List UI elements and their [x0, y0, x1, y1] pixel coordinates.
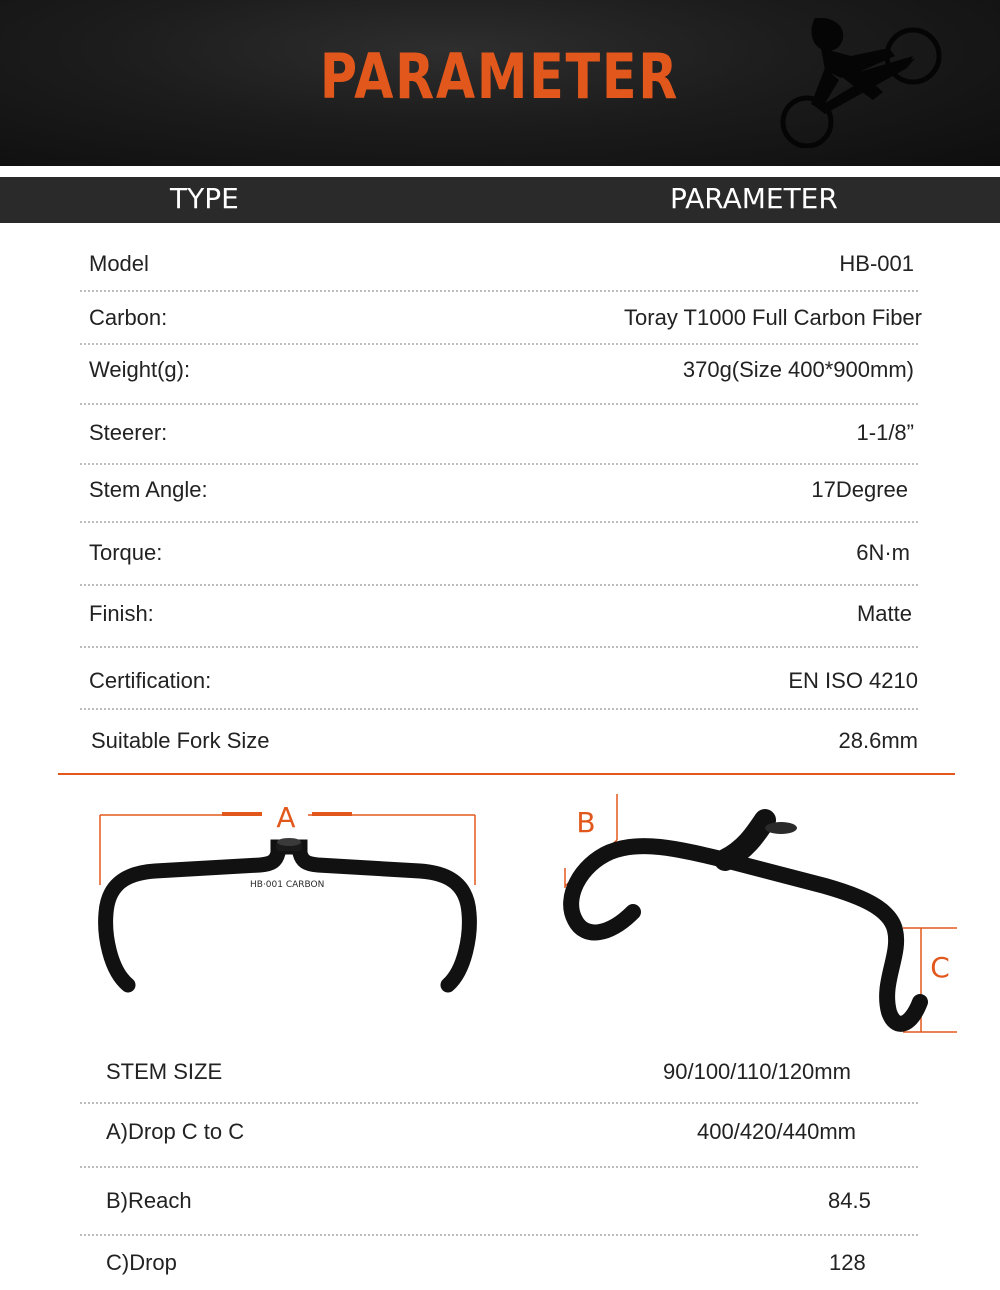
table-header — [0, 177, 1000, 223]
size-key: C)Drop — [106, 1250, 177, 1275]
size-value: 84.5 — [828, 1188, 871, 1213]
section-divider — [58, 773, 955, 775]
spec-row-fork-size — [80, 708, 918, 768]
size-key: STEM SIZE — [106, 1059, 223, 1084]
spec-value: Toray T1000 Full Carbon Fiber — [624, 305, 922, 330]
spec-key: Certification: — [89, 668, 212, 693]
size-row-drop — [80, 1234, 918, 1288]
spec-row-stem-angle — [80, 463, 918, 523]
handlebar-side-view — [555, 790, 965, 1040]
spec-value: Matte — [856, 601, 912, 626]
size-row-reach — [80, 1166, 918, 1236]
size-row-stem — [80, 1040, 918, 1104]
dimension-a-label: A — [276, 801, 296, 834]
spec-value: 1-1/8” — [856, 420, 914, 445]
size-value: 400/420/440mm — [697, 1119, 856, 1144]
spec-row-weight — [80, 343, 918, 405]
size-row-drop-c-to-c — [80, 1102, 918, 1168]
spec-row-carbon — [80, 290, 922, 345]
cyclist-silhouette-icon — [755, 18, 955, 148]
spec-key: Suitable Fork Size — [91, 728, 270, 753]
spec-row-finish — [80, 584, 918, 648]
spec-value: 6N·m — [856, 540, 910, 565]
parameter-banner — [0, 0, 1000, 166]
spec-key: Torque: — [89, 540, 163, 565]
spec-value: 17Degree — [811, 477, 908, 502]
spec-key: Stem Angle: — [89, 477, 208, 502]
spec-value: 370g(Size 400*900mm) — [682, 357, 914, 382]
size-key: B)Reach — [106, 1188, 192, 1213]
spec-value: 28.6mm — [838, 728, 918, 753]
spec-key: Model — [89, 251, 149, 276]
spec-row-steerer — [80, 403, 918, 465]
header-parameter-label: PARAMETER — [670, 182, 838, 215]
dimension-b-label: B — [576, 806, 596, 839]
handlebar-front-view — [90, 795, 490, 1005]
spec-value: EN ISO 4210 — [788, 668, 918, 693]
spec-key: Weight(g): — [89, 357, 191, 382]
spec-row-model — [80, 246, 918, 292]
banner-title: PARAMETER — [319, 40, 680, 113]
spec-key: Finish: — [89, 601, 154, 626]
size-value: 90/100/110/120mm — [663, 1059, 851, 1084]
header-type-label: TYPE — [170, 182, 239, 215]
spec-row-torque — [80, 521, 918, 586]
size-value: 128 — [829, 1250, 866, 1275]
dimension-c-label: C — [930, 951, 950, 984]
size-key: A)Drop C to C — [106, 1119, 245, 1144]
spec-value: HB-001 — [839, 251, 914, 276]
spec-row-certification — [80, 646, 918, 710]
spec-key: Carbon: — [89, 305, 168, 330]
spec-key: Steerer: — [89, 420, 168, 445]
svg-text:HB·001 CARBON: HB·001 CARBON — [250, 880, 325, 890]
